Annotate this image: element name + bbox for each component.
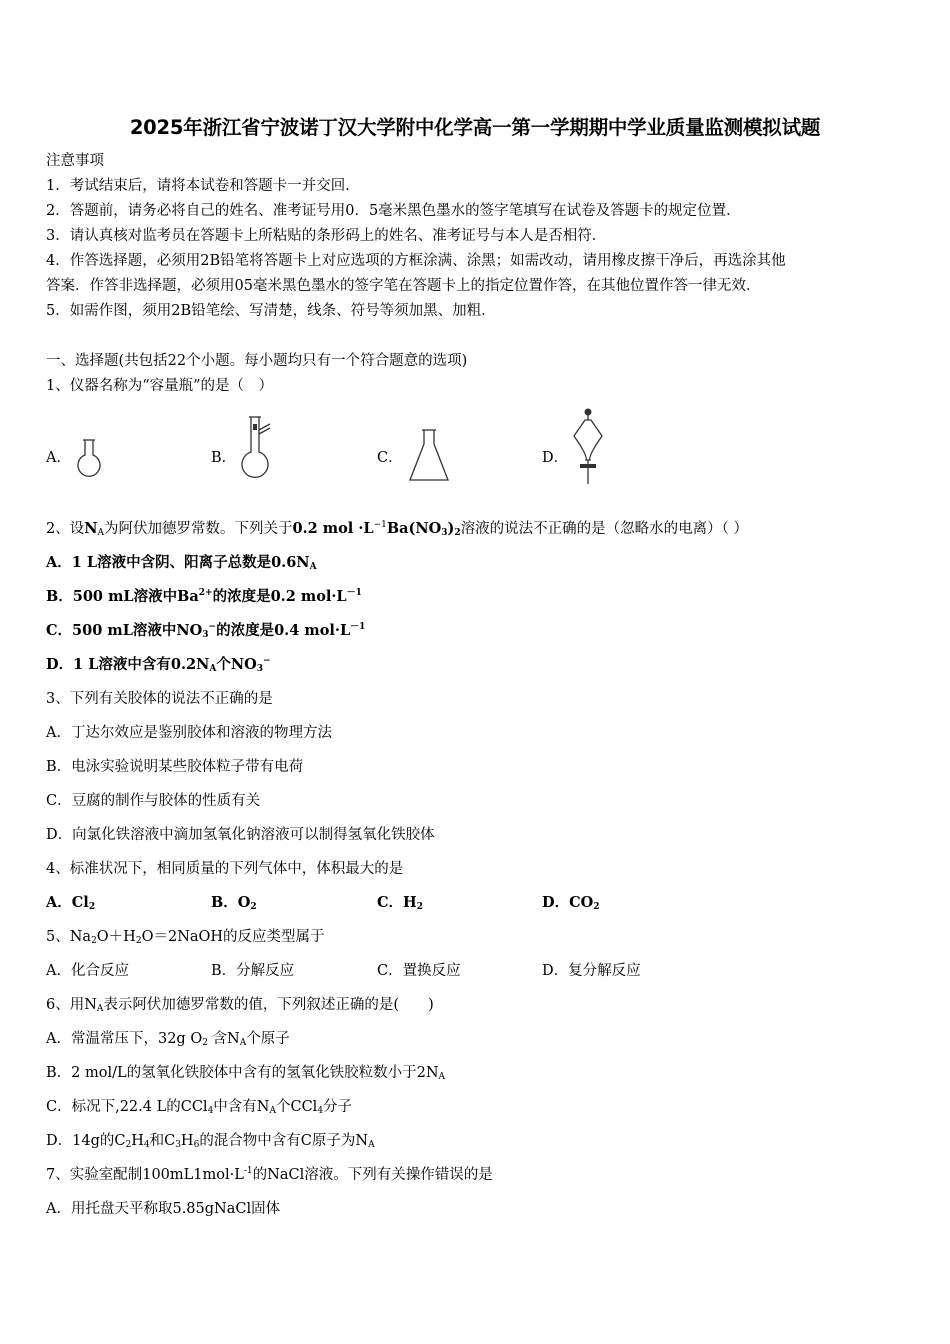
distillation-flask-icon [236, 414, 276, 486]
q6-opt-text: D．14g的C [46, 1133, 126, 1149]
q2-sub: A [97, 528, 104, 538]
q2-opt-text: 的浓度是0.2 mol·L [212, 588, 347, 605]
q2-option-a [46, 553, 317, 573]
q2-option-d [46, 655, 271, 675]
q6-sub: 4 [207, 1106, 214, 1116]
q5-sub: 2 [91, 936, 97, 946]
q4-option-a [46, 893, 95, 913]
question-3-stem: 3、下列有关胶体的说法不正确的是 [46, 691, 273, 707]
q2-formula-close: ) [447, 520, 455, 537]
q4-option-b [211, 893, 257, 913]
q6-opt-text: A．常温常压下，32g O [46, 1031, 203, 1047]
q6-option-a [46, 1029, 290, 1049]
question-4-stem: 4、标准状况下，相同质量的下列气体中，体积最大的是 [46, 861, 404, 877]
q1-option-c: C． [377, 450, 403, 466]
q5-option-d: D．复分解反应 [542, 963, 641, 979]
notice-item: 1．考试结束后，请将本试卷和答题卡一并交回． [46, 178, 360, 194]
notice-item: 3．请认真核对监考员在答题卡上所粘贴的条形码上的姓名、准考证号与本人是否相符． [46, 228, 607, 244]
q4-sub: 2 [416, 902, 424, 912]
q2-opt-text: C．500 mL溶液中NO [46, 622, 203, 639]
q6-sub: 4 [317, 1106, 324, 1116]
q6-sub: A [96, 1004, 104, 1014]
q4-opt-text: A．Cl [46, 894, 89, 911]
q6-sub: 2 [202, 1038, 208, 1048]
q3-option-b: B．电泳实验说明某些胶体粒子带有电荷 [46, 759, 304, 775]
q2-formula: Ba(NO [386, 520, 442, 537]
q4-option-c [377, 893, 423, 913]
q6-option-b [46, 1063, 445, 1083]
q2-sup: －1 [346, 588, 362, 598]
q6-stem-part: 6、用N [46, 997, 97, 1013]
q3-option-d: D．向氯化铁溶液中滴加氢氧化钠溶液可以制得氢氧化铁胶体 [46, 827, 435, 843]
q4-sub: 2 [250, 902, 257, 912]
q2-sub: 3 [202, 630, 209, 640]
q6-option-c [46, 1097, 352, 1117]
question-7-stem [46, 1165, 493, 1185]
q6-sub: A [239, 1038, 247, 1048]
q2-stem-part: 2、设 [46, 521, 85, 537]
q2-opt-text: B．500 mL溶液中Ba [46, 588, 199, 605]
q3-option-a: A．丁达尔效应是鉴别胶体和溶液的物理方法 [46, 725, 332, 741]
q2-sup: − [208, 622, 217, 632]
conical-flask-icon [406, 428, 452, 484]
q6-sub: 2 [125, 1140, 132, 1150]
q2-option-c [46, 621, 365, 641]
q2-opt-text: 个NO [216, 656, 257, 673]
q6-stem-part: 表示阿伏加德罗常数的值，下列叙述正确的是( ) [103, 997, 434, 1013]
q1-option-a: A． [46, 450, 71, 466]
q5-stem-part: O＋H [96, 929, 136, 945]
q6-opt-text: 分子 [323, 1099, 353, 1115]
notice-heading: 注意事项 [46, 153, 104, 169]
q4-sub: 2 [88, 902, 96, 912]
notice-item: 2．答题前，请务必将自己的姓名、准考证号用0．5毫米黑色墨水的签字笔填写在试卷及答题卡的规定位置． [46, 203, 741, 219]
q2-conc: 0.2 mol ·L [292, 520, 374, 537]
q2-sup: －1 [350, 622, 366, 632]
notice-item: 4．作答选择题，必须用2B铅笔将答题卡上对应选项的方框涂满、涂黑；如需改动，请用橡皮擦干净后，再选涂其他 [46, 253, 786, 269]
notice-item: 5．如需作图，须用2B铅笔绘、写清楚，线条、符号等须加黑、加粗． [46, 303, 496, 319]
q2-sub: A [309, 562, 317, 572]
notice-item: 答案．作答非选择题，必须用05毫米黑色墨水的签字笔在答题卡上的指定位置作答，在其他位置作答一律无效． [46, 278, 761, 294]
q2-stem-part: 溶液的说法不正确的是（忽略水的电离）（ ） [460, 521, 749, 537]
q5-option-b: B．分解反应 [211, 963, 295, 979]
q6-opt-text: 和C [149, 1133, 176, 1149]
q6-sub: A [269, 1106, 276, 1116]
q4-opt-text: B．O [211, 894, 251, 911]
q2-sub: A [209, 664, 217, 674]
q1-option-d: D． [542, 450, 569, 466]
q6-opt-text: 含N [207, 1031, 240, 1047]
q7-option-a: A．用托盘天平称取5.85gNaCl固体 [46, 1201, 281, 1217]
q6-opt-text: 个CCl [275, 1099, 318, 1115]
section-heading: 一、选择题(共包括22个小题。每小题均只有一个符合题意的选项) [46, 353, 468, 369]
q5-stem-part: 5、Na [46, 929, 92, 945]
round-bottom-flask-icon [72, 438, 106, 484]
q3-option-c: C．豆腐的制作与胶体的性质有关 [46, 793, 261, 809]
q6-opt-text: B．2 mol/L的氢氧化铁胶体中含有的氢氧化铁胶粒数小于2N [46, 1065, 439, 1081]
q2-opt-text: A．1 L溶液中含阴、阳离子总数是0.6N [46, 554, 310, 571]
q6-opt-text: H [180, 1133, 194, 1149]
q1-option-b: B． [211, 450, 237, 466]
q7-sup: -1 [243, 1166, 253, 1176]
q7-stem-part: 7、实验室配制100mL1mol·L [46, 1167, 244, 1183]
q6-opt-text: 中含有N [213, 1099, 270, 1115]
q2-na: N [84, 520, 98, 537]
q4-option-d [542, 893, 600, 913]
q6-sub: 4 [143, 1140, 150, 1150]
question-2-stem [46, 519, 748, 539]
q6-sub: 6 [193, 1140, 200, 1150]
page-title: 2025年浙江省宁波诺丁汉大学附中化学高一第一学期期中学业质量监测模拟试题 [129, 116, 821, 139]
q4-opt-text: D．CO [542, 894, 594, 911]
q2-sup: −1 [373, 520, 387, 530]
q5-option-a: A．化合反应 [46, 963, 129, 979]
q2-sub: 3 [256, 664, 264, 674]
q6-opt-text: H [131, 1133, 144, 1149]
q6-sub: A [368, 1140, 375, 1150]
q6-opt-text: 的混合物中含有C原子为N [199, 1133, 369, 1149]
question-5-stem [46, 927, 325, 947]
q7-stem-part: 的NaCl溶液。下列有关操作错误的是 [252, 1167, 493, 1183]
q4-opt-text: C．H [377, 894, 417, 911]
q6-opt-text: 个原子 [246, 1031, 290, 1047]
q2-opt-text: D．1 L溶液中含有0.2N [46, 656, 210, 673]
q6-opt-text: C．标况下,22.4 L的CCl [46, 1099, 208, 1115]
q2-opt-text: 的浓度是0.4 mol·L [216, 622, 351, 639]
q6-sub: A [438, 1072, 446, 1082]
q5-option-c: C．置换反应 [377, 963, 461, 979]
q2-sub: 3 [441, 528, 448, 538]
q2-sup: 2+ [198, 588, 213, 598]
q6-sub: 3 [175, 1140, 181, 1150]
q2-option-b [46, 587, 362, 607]
separatory-funnel-icon [568, 406, 608, 486]
q2-sup: − [263, 656, 271, 666]
q6-option-d [46, 1131, 375, 1151]
q2-stem-part: 为阿伏加德罗常数。下列关于 [104, 521, 293, 537]
q4-sub: 2 [593, 902, 600, 912]
q2-sub: 2 [454, 528, 461, 538]
question-1-stem: 1、仪器名称为“容量瓶”的是（ ） [46, 378, 274, 394]
q5-sub: 2 [135, 936, 142, 946]
question-6-stem [46, 995, 434, 1015]
q5-stem-part: O＝2NaOH的反应类型属于 [141, 929, 325, 945]
